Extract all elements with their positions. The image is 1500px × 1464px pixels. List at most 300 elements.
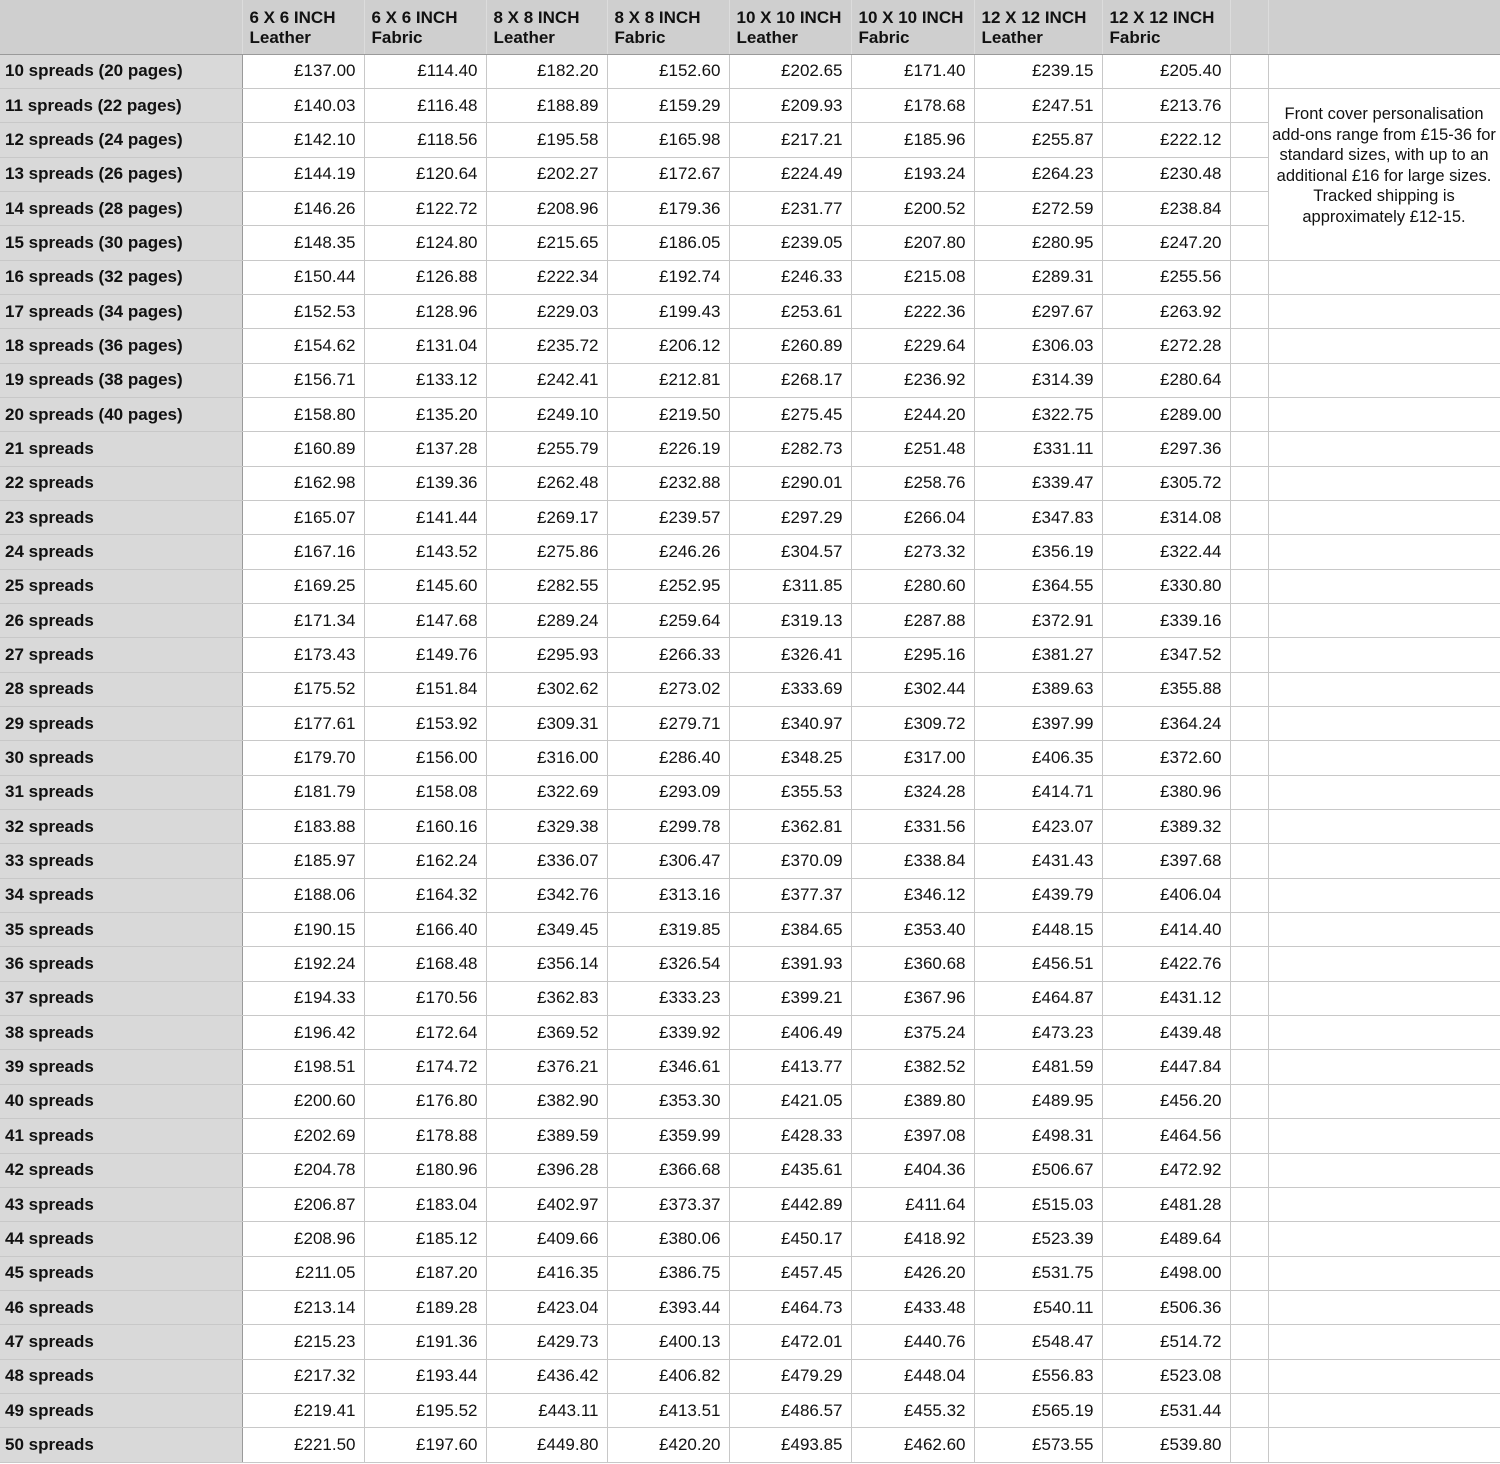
note-column-cell[interactable] [1268, 913, 1500, 947]
price-cell[interactable]: £212.81 [607, 363, 729, 397]
price-cell[interactable]: £124.80 [364, 226, 486, 260]
price-cell[interactable]: £473.23 [974, 1016, 1102, 1050]
note-column-cell[interactable] [1268, 1187, 1500, 1221]
price-cell[interactable]: £153.92 [364, 707, 486, 741]
price-cell[interactable]: £290.01 [729, 466, 851, 500]
price-cell[interactable]: £305.72 [1102, 466, 1230, 500]
price-cell[interactable]: £359.99 [607, 1119, 729, 1153]
price-cell[interactable]: £336.07 [486, 844, 607, 878]
price-cell[interactable]: £165.98 [607, 123, 729, 157]
price-cell[interactable]: £179.70 [242, 741, 364, 775]
price-cell[interactable]: £280.60 [851, 569, 974, 603]
price-cell[interactable]: £389.59 [486, 1119, 607, 1153]
price-cell[interactable]: £448.04 [851, 1359, 974, 1393]
note-column-cell[interactable] [1268, 1393, 1500, 1427]
empty-cell[interactable] [1230, 123, 1268, 157]
column-header[interactable] [1230, 0, 1268, 54]
row-label-cell[interactable]: 12 spreads (24 pages) [0, 123, 242, 157]
price-cell[interactable]: £272.28 [1102, 329, 1230, 363]
empty-cell[interactable] [1230, 1050, 1268, 1084]
note-column-cell[interactable] [1268, 775, 1500, 809]
note-column-cell[interactable] [1268, 981, 1500, 1015]
price-cell[interactable]: £349.45 [486, 913, 607, 947]
column-header[interactable] [974, 0, 1102, 54]
price-cell[interactable]: £539.80 [1102, 1428, 1230, 1462]
price-cell[interactable]: £489.64 [1102, 1222, 1230, 1256]
price-cell[interactable]: £316.00 [486, 741, 607, 775]
price-cell[interactable]: £232.88 [607, 466, 729, 500]
price-cell[interactable]: £523.39 [974, 1222, 1102, 1256]
empty-cell[interactable] [1230, 1187, 1268, 1221]
price-cell[interactable]: £347.83 [974, 500, 1102, 534]
price-cell[interactable]: £422.76 [1102, 947, 1230, 981]
price-cell[interactable]: £185.12 [364, 1222, 486, 1256]
empty-cell[interactable] [1230, 1256, 1268, 1290]
row-label-cell[interactable]: 28 spreads [0, 672, 242, 706]
price-cell[interactable]: £329.38 [486, 810, 607, 844]
price-cell[interactable]: £182.20 [486, 54, 607, 88]
price-cell[interactable]: £423.07 [974, 810, 1102, 844]
column-header[interactable] [0, 0, 242, 54]
empty-cell[interactable] [1230, 363, 1268, 397]
empty-cell[interactable] [1230, 157, 1268, 191]
empty-cell[interactable] [1230, 1016, 1268, 1050]
price-cell[interactable]: £360.68 [851, 947, 974, 981]
row-label-cell[interactable]: 50 spreads [0, 1428, 242, 1462]
price-cell[interactable]: £348.25 [729, 741, 851, 775]
price-cell[interactable]: £319.85 [607, 913, 729, 947]
empty-cell[interactable] [1230, 638, 1268, 672]
price-cell[interactable]: £143.52 [364, 535, 486, 569]
price-cell[interactable]: £175.52 [242, 672, 364, 706]
price-cell[interactable]: £259.64 [607, 604, 729, 638]
price-cell[interactable]: £384.65 [729, 913, 851, 947]
note-column-cell[interactable] [1268, 638, 1500, 672]
price-cell[interactable]: £199.43 [607, 294, 729, 328]
empty-cell[interactable] [1230, 1084, 1268, 1118]
price-cell[interactable]: £183.04 [364, 1187, 486, 1221]
column-header[interactable] [1102, 0, 1230, 54]
price-cell[interactable]: £180.96 [364, 1153, 486, 1187]
price-cell[interactable]: £152.60 [607, 54, 729, 88]
price-cell[interactable]: £146.26 [242, 191, 364, 225]
price-cell[interactable]: £313.16 [607, 878, 729, 912]
note-column-cell[interactable] [1268, 329, 1500, 363]
price-cell[interactable]: £167.16 [242, 535, 364, 569]
note-column-cell[interactable] [1268, 844, 1500, 878]
price-cell[interactable]: £207.80 [851, 226, 974, 260]
row-label-cell[interactable]: 17 spreads (34 pages) [0, 294, 242, 328]
price-cell[interactable]: £548.47 [974, 1325, 1102, 1359]
price-cell[interactable]: £137.28 [364, 432, 486, 466]
price-cell[interactable]: £141.44 [364, 500, 486, 534]
price-cell[interactable]: £411.64 [851, 1187, 974, 1221]
price-cell[interactable]: £450.17 [729, 1222, 851, 1256]
note-column-cell[interactable] [1268, 294, 1500, 328]
price-cell[interactable]: £236.92 [851, 363, 974, 397]
price-cell[interactable]: £514.72 [1102, 1325, 1230, 1359]
price-cell[interactable]: £172.64 [364, 1016, 486, 1050]
price-cell[interactable]: £192.24 [242, 947, 364, 981]
price-cell[interactable]: £377.37 [729, 878, 851, 912]
price-cell[interactable]: £120.64 [364, 157, 486, 191]
price-cell[interactable]: £289.24 [486, 604, 607, 638]
row-label-cell[interactable]: 13 spreads (26 pages) [0, 157, 242, 191]
price-cell[interactable]: £166.40 [364, 913, 486, 947]
empty-cell[interactable] [1230, 844, 1268, 878]
note-column-cell[interactable] [1268, 397, 1500, 431]
row-label-cell[interactable]: 22 spreads [0, 466, 242, 500]
empty-cell[interactable] [1230, 88, 1268, 122]
price-cell[interactable]: £311.85 [729, 569, 851, 603]
empty-cell[interactable] [1230, 775, 1268, 809]
price-cell[interactable]: £208.96 [242, 1222, 364, 1256]
price-cell[interactable]: £426.20 [851, 1256, 974, 1290]
price-cell[interactable]: £397.08 [851, 1119, 974, 1153]
price-cell[interactable]: £272.59 [974, 191, 1102, 225]
price-cell[interactable]: £219.41 [242, 1393, 364, 1427]
note-column-cell[interactable] [1268, 535, 1500, 569]
empty-cell[interactable] [1230, 466, 1268, 500]
price-cell[interactable]: £506.67 [974, 1153, 1102, 1187]
price-cell[interactable]: £414.40 [1102, 913, 1230, 947]
price-cell[interactable]: £406.82 [607, 1359, 729, 1393]
price-cell[interactable]: £215.08 [851, 260, 974, 294]
column-header[interactable] [729, 0, 851, 54]
price-cell[interactable]: £402.97 [486, 1187, 607, 1221]
price-cell[interactable]: £515.03 [974, 1187, 1102, 1221]
price-cell[interactable]: £222.36 [851, 294, 974, 328]
price-cell[interactable]: £362.83 [486, 981, 607, 1015]
note-column-cell[interactable] [1268, 878, 1500, 912]
price-cell[interactable]: £144.19 [242, 157, 364, 191]
price-cell[interactable]: £169.25 [242, 569, 364, 603]
price-cell[interactable]: £406.35 [974, 741, 1102, 775]
price-cell[interactable]: £114.40 [364, 54, 486, 88]
column-header[interactable] [242, 0, 364, 54]
empty-cell[interactable] [1230, 741, 1268, 775]
price-cell[interactable]: £118.56 [364, 123, 486, 157]
price-cell[interactable]: £302.62 [486, 672, 607, 706]
price-cell[interactable]: £439.48 [1102, 1016, 1230, 1050]
price-cell[interactable]: £573.55 [974, 1428, 1102, 1462]
price-cell[interactable]: £189.28 [364, 1290, 486, 1324]
price-cell[interactable]: £142.10 [242, 123, 364, 157]
note-column-cell[interactable] [1268, 260, 1500, 294]
price-cell[interactable]: £397.68 [1102, 844, 1230, 878]
price-cell[interactable]: £498.00 [1102, 1256, 1230, 1290]
price-cell[interactable]: £431.43 [974, 844, 1102, 878]
price-cell[interactable]: £239.57 [607, 500, 729, 534]
price-cell[interactable]: £297.67 [974, 294, 1102, 328]
price-cell[interactable]: £178.68 [851, 88, 974, 122]
price-cell[interactable]: £414.71 [974, 775, 1102, 809]
price-cell[interactable]: £367.96 [851, 981, 974, 1015]
price-cell[interactable]: £137.00 [242, 54, 364, 88]
price-cell[interactable]: £269.17 [486, 500, 607, 534]
price-cell[interactable]: £168.48 [364, 947, 486, 981]
price-cell[interactable]: £376.21 [486, 1050, 607, 1084]
empty-cell[interactable] [1230, 1325, 1268, 1359]
price-cell[interactable]: £185.97 [242, 844, 364, 878]
price-cell[interactable]: £255.87 [974, 123, 1102, 157]
empty-cell[interactable] [1230, 226, 1268, 260]
price-cell[interactable]: £464.56 [1102, 1119, 1230, 1153]
price-cell[interactable]: £472.92 [1102, 1153, 1230, 1187]
price-cell[interactable]: £364.55 [974, 569, 1102, 603]
price-cell[interactable]: £299.78 [607, 810, 729, 844]
price-cell[interactable]: £139.36 [364, 466, 486, 500]
note-column-cell[interactable] [1268, 1119, 1500, 1153]
column-header[interactable] [364, 0, 486, 54]
price-cell[interactable]: £413.51 [607, 1393, 729, 1427]
price-cell[interactable]: £416.35 [486, 1256, 607, 1290]
price-cell[interactable]: £160.16 [364, 810, 486, 844]
price-cell[interactable]: £200.60 [242, 1084, 364, 1118]
price-cell[interactable]: £330.80 [1102, 569, 1230, 603]
row-label-cell[interactable]: 16 spreads (32 pages) [0, 260, 242, 294]
row-label-cell[interactable]: 25 spreads [0, 569, 242, 603]
empty-cell[interactable] [1230, 500, 1268, 534]
price-cell[interactable]: £160.89 [242, 432, 364, 466]
price-cell[interactable]: £346.61 [607, 1050, 729, 1084]
price-cell[interactable]: £275.86 [486, 535, 607, 569]
price-cell[interactable]: £211.05 [242, 1256, 364, 1290]
price-cell[interactable]: £128.96 [364, 294, 486, 328]
price-cell[interactable]: £565.19 [974, 1393, 1102, 1427]
price-cell[interactable]: £147.68 [364, 604, 486, 638]
price-cell[interactable]: £479.29 [729, 1359, 851, 1393]
price-cell[interactable]: £239.15 [974, 54, 1102, 88]
price-cell[interactable]: £162.24 [364, 844, 486, 878]
price-cell[interactable]: £406.04 [1102, 878, 1230, 912]
row-label-cell[interactable]: 14 spreads (28 pages) [0, 191, 242, 225]
row-label-cell[interactable]: 21 spreads [0, 432, 242, 466]
price-cell[interactable]: £242.41 [486, 363, 607, 397]
empty-cell[interactable] [1230, 1359, 1268, 1393]
price-cell[interactable]: £456.51 [974, 947, 1102, 981]
price-cell[interactable]: £498.31 [974, 1119, 1102, 1153]
price-cell[interactable]: £347.52 [1102, 638, 1230, 672]
price-cell[interactable]: £449.80 [486, 1428, 607, 1462]
note-column-cell[interactable] [1268, 500, 1500, 534]
empty-cell[interactable] [1230, 191, 1268, 225]
price-cell[interactable]: £309.72 [851, 707, 974, 741]
price-cell[interactable]: £133.12 [364, 363, 486, 397]
price-cell[interactable]: £297.36 [1102, 432, 1230, 466]
price-cell[interactable]: £171.40 [851, 54, 974, 88]
empty-cell[interactable] [1230, 1290, 1268, 1324]
price-cell[interactable]: £409.66 [486, 1222, 607, 1256]
price-cell[interactable]: £295.16 [851, 638, 974, 672]
price-cell[interactable]: £389.32 [1102, 810, 1230, 844]
price-cell[interactable]: £195.58 [486, 123, 607, 157]
price-cell[interactable]: £404.36 [851, 1153, 974, 1187]
price-cell[interactable]: £447.84 [1102, 1050, 1230, 1084]
note-column-cell[interactable] [1268, 1256, 1500, 1290]
price-cell[interactable]: £255.56 [1102, 260, 1230, 294]
empty-cell[interactable] [1230, 397, 1268, 431]
row-label-cell[interactable]: 40 spreads [0, 1084, 242, 1118]
price-cell[interactable]: £266.04 [851, 500, 974, 534]
price-cell[interactable]: £264.23 [974, 157, 1102, 191]
price-cell[interactable]: £346.12 [851, 878, 974, 912]
price-cell[interactable]: £172.67 [607, 157, 729, 191]
empty-cell[interactable] [1230, 1119, 1268, 1153]
empty-cell[interactable] [1230, 54, 1268, 88]
price-cell[interactable]: £205.40 [1102, 54, 1230, 88]
empty-cell[interactable] [1230, 294, 1268, 328]
price-cell[interactable]: £217.32 [242, 1359, 364, 1393]
price-cell[interactable]: £279.71 [607, 707, 729, 741]
price-cell[interactable]: £464.73 [729, 1290, 851, 1324]
price-cell[interactable]: £149.76 [364, 638, 486, 672]
price-cell[interactable]: £206.12 [607, 329, 729, 363]
note-column-cell[interactable] [1268, 707, 1500, 741]
price-cell[interactable]: £179.36 [607, 191, 729, 225]
price-cell[interactable]: £219.50 [607, 397, 729, 431]
price-cell[interactable]: £140.03 [242, 88, 364, 122]
price-cell[interactable]: £370.09 [729, 844, 851, 878]
price-cell[interactable]: £253.61 [729, 294, 851, 328]
price-cell[interactable]: £239.05 [729, 226, 851, 260]
row-label-cell[interactable]: 23 spreads [0, 500, 242, 534]
price-cell[interactable]: £148.35 [242, 226, 364, 260]
row-label-cell[interactable]: 38 spreads [0, 1016, 242, 1050]
empty-cell[interactable] [1230, 878, 1268, 912]
price-cell[interactable]: £302.44 [851, 672, 974, 706]
price-cell[interactable]: £185.96 [851, 123, 974, 157]
price-cell[interactable]: £200.52 [851, 191, 974, 225]
price-cell[interactable]: £314.08 [1102, 500, 1230, 534]
price-cell[interactable]: £195.52 [364, 1393, 486, 1427]
price-cell[interactable]: £369.52 [486, 1016, 607, 1050]
price-cell[interactable]: £448.15 [974, 913, 1102, 947]
price-cell[interactable]: £381.27 [974, 638, 1102, 672]
price-cell[interactable]: £202.27 [486, 157, 607, 191]
price-cell[interactable]: £154.62 [242, 329, 364, 363]
price-cell[interactable]: £436.42 [486, 1359, 607, 1393]
price-cell[interactable]: £317.00 [851, 741, 974, 775]
price-cell[interactable]: £215.23 [242, 1325, 364, 1359]
price-cell[interactable]: £268.17 [729, 363, 851, 397]
price-cell[interactable]: £198.51 [242, 1050, 364, 1084]
row-label-cell[interactable]: 45 spreads [0, 1256, 242, 1290]
price-cell[interactable]: £273.02 [607, 672, 729, 706]
price-cell[interactable]: £331.56 [851, 810, 974, 844]
price-cell[interactable]: £309.31 [486, 707, 607, 741]
price-cell[interactable]: £252.95 [607, 569, 729, 603]
price-cell[interactable]: £209.93 [729, 88, 851, 122]
row-label-cell[interactable]: 37 spreads [0, 981, 242, 1015]
price-cell[interactable]: £158.08 [364, 775, 486, 809]
price-cell[interactable]: £322.69 [486, 775, 607, 809]
price-cell[interactable]: £275.45 [729, 397, 851, 431]
price-cell[interactable]: £190.15 [242, 913, 364, 947]
price-cell[interactable]: £455.32 [851, 1393, 974, 1427]
price-cell[interactable]: £462.60 [851, 1428, 974, 1462]
price-cell[interactable]: £481.28 [1102, 1187, 1230, 1221]
price-cell[interactable]: £386.75 [607, 1256, 729, 1290]
price-cell[interactable]: £423.04 [486, 1290, 607, 1324]
empty-cell[interactable] [1230, 1153, 1268, 1187]
price-cell[interactable]: £457.45 [729, 1256, 851, 1290]
price-cell[interactable]: £192.74 [607, 260, 729, 294]
empty-cell[interactable] [1230, 810, 1268, 844]
price-cell[interactable]: £152.53 [242, 294, 364, 328]
price-cell[interactable]: £213.76 [1102, 88, 1230, 122]
price-cell[interactable]: £322.75 [974, 397, 1102, 431]
note-column-cell[interactable] [1268, 1428, 1500, 1462]
note-column-cell[interactable] [1268, 1153, 1500, 1187]
note-column-cell[interactable] [1268, 569, 1500, 603]
note-column-cell[interactable] [1268, 810, 1500, 844]
price-cell[interactable]: £382.52 [851, 1050, 974, 1084]
price-cell[interactable]: £251.48 [851, 432, 974, 466]
price-cell[interactable]: £375.24 [851, 1016, 974, 1050]
price-cell[interactable]: £506.36 [1102, 1290, 1230, 1324]
price-cell[interactable]: £164.32 [364, 878, 486, 912]
price-cell[interactable]: £150.44 [242, 260, 364, 294]
price-cell[interactable]: £280.95 [974, 226, 1102, 260]
price-cell[interactable]: £258.76 [851, 466, 974, 500]
price-cell[interactable]: £181.79 [242, 775, 364, 809]
price-cell[interactable]: £293.09 [607, 775, 729, 809]
price-cell[interactable]: £493.85 [729, 1428, 851, 1462]
row-label-cell[interactable]: 41 spreads [0, 1119, 242, 1153]
note-column-cell[interactable] [1268, 947, 1500, 981]
price-cell[interactable]: £400.13 [607, 1325, 729, 1359]
price-cell[interactable]: £314.39 [974, 363, 1102, 397]
price-cell[interactable]: £420.20 [607, 1428, 729, 1462]
price-cell[interactable]: £340.97 [729, 707, 851, 741]
empty-cell[interactable] [1230, 707, 1268, 741]
price-cell[interactable]: £373.37 [607, 1187, 729, 1221]
price-cell[interactable]: £145.60 [364, 569, 486, 603]
price-cell[interactable]: £202.65 [729, 54, 851, 88]
price-cell[interactable]: £194.33 [242, 981, 364, 1015]
price-cell[interactable]: £280.64 [1102, 363, 1230, 397]
row-label-cell[interactable]: 48 spreads [0, 1359, 242, 1393]
price-cell[interactable]: £116.48 [364, 88, 486, 122]
price-cell[interactable]: £322.44 [1102, 535, 1230, 569]
price-cell[interactable]: £355.88 [1102, 672, 1230, 706]
price-cell[interactable]: £208.96 [486, 191, 607, 225]
price-cell[interactable]: £439.79 [974, 878, 1102, 912]
price-cell[interactable]: £246.26 [607, 535, 729, 569]
price-cell[interactable]: £186.05 [607, 226, 729, 260]
price-cell[interactable]: £191.36 [364, 1325, 486, 1359]
price-cell[interactable]: £456.20 [1102, 1084, 1230, 1118]
price-cell[interactable]: £171.34 [242, 604, 364, 638]
price-cell[interactable]: £338.84 [851, 844, 974, 878]
price-cell[interactable]: £221.50 [242, 1428, 364, 1462]
price-cell[interactable]: £235.72 [486, 329, 607, 363]
empty-cell[interactable] [1230, 672, 1268, 706]
price-cell[interactable]: £372.91 [974, 604, 1102, 638]
price-cell[interactable]: £135.20 [364, 397, 486, 431]
row-label-cell[interactable]: 11 spreads (22 pages) [0, 88, 242, 122]
price-cell[interactable]: £523.08 [1102, 1359, 1230, 1393]
price-cell[interactable]: £556.83 [974, 1359, 1102, 1393]
price-cell[interactable]: £418.92 [851, 1222, 974, 1256]
note-column-cell[interactable] [1268, 54, 1500, 88]
price-cell[interactable]: £406.49 [729, 1016, 851, 1050]
price-cell[interactable]: £389.80 [851, 1084, 974, 1118]
row-label-cell[interactable]: 35 spreads [0, 913, 242, 947]
price-cell[interactable]: £263.92 [1102, 294, 1230, 328]
price-cell[interactable]: £260.89 [729, 329, 851, 363]
